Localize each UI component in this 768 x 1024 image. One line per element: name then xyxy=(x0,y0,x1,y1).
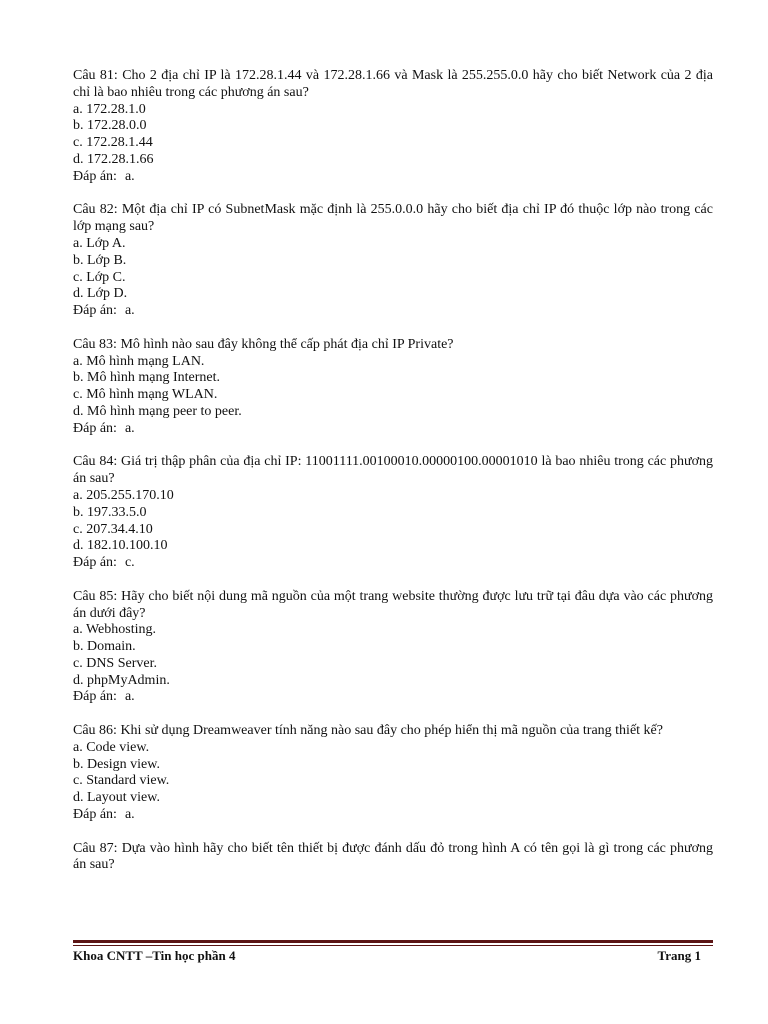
option-c: c. Standard view. xyxy=(73,773,170,789)
question-text: Câu 87: Dựa vào hình hãy cho biết tên thiết bị được đánh dấu đỏ trong hình A có tên gọi là gì trong các phương án sau? xyxy=(73,840,713,873)
answer-line xyxy=(73,169,713,186)
answer-label: Đáp án: xyxy=(73,807,117,823)
answer-value: c. xyxy=(124,555,135,571)
answer-label: Đáp án: xyxy=(73,303,117,319)
answer-label: Đáp án: xyxy=(73,689,117,705)
question-text: Câu 86: Khi sử dụng Dreamweaver tính năng nào sau đây cho phép hiển thị mã nguồn của trang thiết kế? xyxy=(73,723,663,739)
question-87 xyxy=(73,841,713,875)
option-a: a. Mô hình mạng LAN. xyxy=(73,353,205,369)
document-body xyxy=(73,68,713,891)
option-c: c. Lớp C. xyxy=(73,269,126,285)
option-b: b. Mô hình mạng Internet. xyxy=(73,370,220,386)
answer-value: a. xyxy=(124,303,135,319)
question-81 xyxy=(73,68,713,186)
option-b: b. Domain. xyxy=(73,639,136,655)
question-83 xyxy=(73,337,713,438)
answer-line xyxy=(73,555,713,572)
option-a: a. 172.28.1.0 xyxy=(73,101,146,117)
option-d: d. 172.28.1.66 xyxy=(73,151,154,167)
option-d: d. Layout view. xyxy=(73,790,160,806)
question-text: Câu 85: Hãy cho biết nội dung mã nguồn của một trang website thường được lưu trữ tại đâu dựa vào các phương án dưới đây? xyxy=(73,588,713,621)
option-a: a. 205.255.170.10 xyxy=(73,487,174,503)
answer-line xyxy=(73,689,713,706)
option-c: c. Mô hình mạng WLAN. xyxy=(73,387,218,403)
question-82 xyxy=(73,202,713,320)
answer-value: a. xyxy=(124,420,135,436)
option-a: a. Code view. xyxy=(73,739,150,755)
footer-divider xyxy=(73,940,713,943)
option-a: a. Webhosting. xyxy=(73,622,156,638)
answer-line xyxy=(73,303,713,320)
question-text: Câu 84: Giá trị thập phân của địa chỉ IP: 11001111.00100010.00000100.00001010 là bao nhiêu trong các phương án sau? xyxy=(73,454,713,487)
footer-divider-thin xyxy=(73,945,713,946)
question-84 xyxy=(73,454,713,572)
option-a: a. Lớp A. xyxy=(73,235,126,251)
answer-label: Đáp án: xyxy=(73,555,117,571)
answer-label: Đáp án: xyxy=(73,420,117,436)
page-footer xyxy=(73,948,713,964)
question-85 xyxy=(73,589,713,707)
option-d: d. 182.10.100.10 xyxy=(73,538,168,554)
question-text: Câu 81: Cho 2 địa chỉ IP là 172.28.1.44 và 172.28.1.66 và Mask là 255.255.0.0 hãy cho biết Network của 2 địa chỉ là bao nhiêu trong các phương án sau? xyxy=(73,68,713,100)
footer-department: Khoa CNTT –Tin học phần 4 xyxy=(73,948,236,963)
option-b: b. Lớp B. xyxy=(73,252,127,268)
question-text: Câu 83: Mô hình nào sau đây không thể cấp phát địa chỉ IP Private? xyxy=(73,336,454,352)
option-b: b. 197.33.5.0 xyxy=(73,504,147,520)
option-c: c. 207.34.4.10 xyxy=(73,521,153,537)
option-b: b. Design view. xyxy=(73,756,160,772)
answer-value: a. xyxy=(124,168,135,184)
answer-label: Đáp án: xyxy=(73,168,117,184)
answer-value: a. xyxy=(124,807,135,823)
option-d: d. Mô hình mạng peer to peer. xyxy=(73,403,242,419)
option-c: c. DNS Server. xyxy=(73,655,157,671)
option-b: b. 172.28.0.0 xyxy=(73,118,147,134)
option-d: d. phpMyAdmin. xyxy=(73,672,170,688)
answer-value: a. xyxy=(124,689,135,705)
question-86 xyxy=(73,723,713,824)
page-number: Trang 1 xyxy=(657,948,701,963)
question-text: Câu 82: Một địa chỉ IP có SubnetMask mặc định là 255.0.0.0 hãy cho biết địa chỉ IP đó thuộc lớp nào trong các lớp mạng sau? xyxy=(73,202,713,235)
answer-line xyxy=(73,421,713,438)
option-d: d. Lớp D. xyxy=(73,286,128,302)
option-c: c. 172.28.1.44 xyxy=(73,135,153,151)
answer-line xyxy=(73,807,713,824)
